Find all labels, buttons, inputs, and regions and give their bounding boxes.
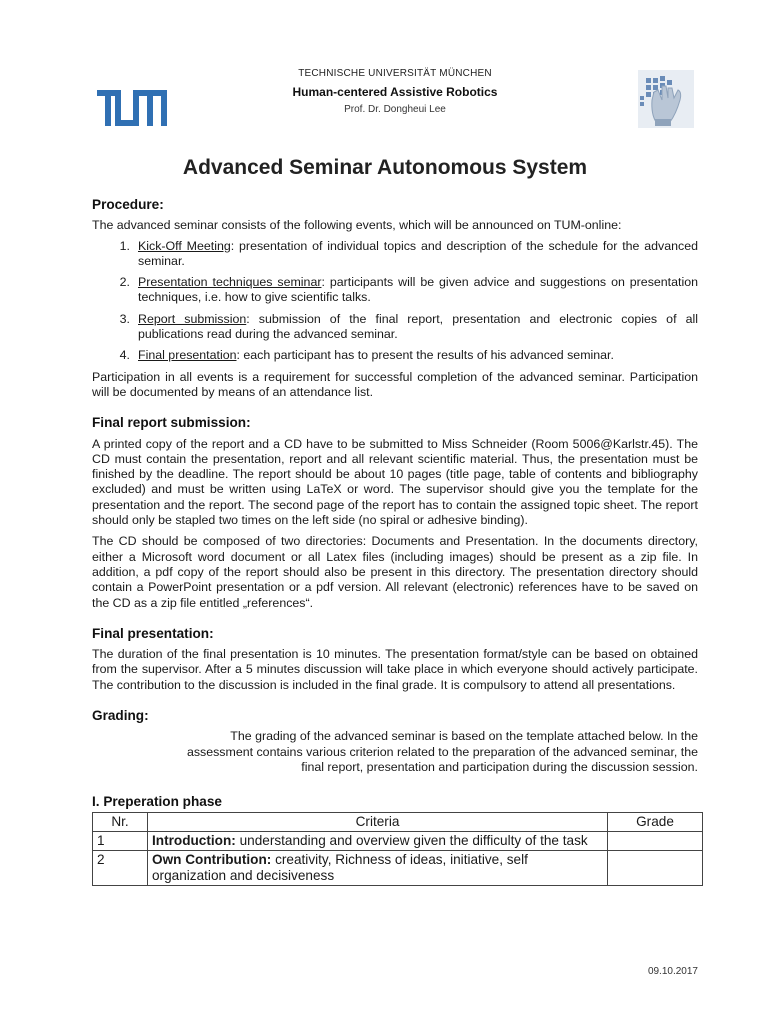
report-paragraph-1: A printed copy of the report and a CD have to be submitted to Miss Schneider (Room 5006@Karlstr.45). The CD must contain the presentation, report and all relevant scientific material. Thus, the presentation must be finished by the deadline. The report should be about 10 pages (title page, table of contents and bibliography excluded) and must be written using LaTeX or word. The supervisor should give you the template for the presentation and the report. The second page of the report has to contain the assigned topic sheet. The report should only be stapled two times on the left side (no spiral or adhesive binding).	[92, 436, 698, 528]
row-number: 1	[93, 831, 148, 850]
list-item	[92, 239, 698, 270]
column-header-criteria: Criteria	[148, 812, 608, 831]
row-criteria	[148, 850, 608, 885]
report-section	[92, 415, 698, 611]
list-item	[92, 275, 698, 306]
robot-hand-logo	[638, 70, 694, 128]
grading-line: The grading of the advanced seminar is based on the template attached below. In the	[230, 729, 698, 744]
row-criteria	[148, 831, 608, 850]
column-header-nr: Nr.	[93, 812, 148, 831]
chair-name: Human-centered Assistive Robotics	[292, 85, 498, 99]
event-description: : each participant has to present the results of his advanced seminar.	[236, 348, 614, 363]
table-row	[93, 850, 703, 885]
report-heading: Final report submission:	[92, 415, 251, 431]
preparation-phase-section	[92, 794, 698, 885]
list-item	[92, 312, 698, 343]
list-item-number: 4.	[119, 348, 130, 363]
grade-cell[interactable]	[608, 831, 703, 850]
row-number: 2	[93, 850, 148, 885]
preparation-heading: I. Preperation phase	[92, 794, 222, 810]
grading-section	[92, 708, 698, 775]
presentation-paragraph: The duration of the final presentation is 10 minutes. The presentation format/style can be based on obtained from the supervisor. After a 5 minutes discussion will take place in which everyone should actively participate. The contribution to the discussion is included in the final grade. It is compulsory to attend all presentations.	[92, 647, 698, 692]
list-item	[92, 348, 698, 363]
list-item-number: 2.	[119, 275, 130, 290]
procedure-section	[92, 197, 698, 400]
grade-cell[interactable]	[608, 850, 703, 885]
events-list	[92, 239, 698, 364]
event-term: Report submission	[138, 311, 247, 326]
procedure-outro: Participation in all events is a requirement for successful completion of the advanced seminar. Participation will be documented by means of an attendance list.	[92, 369, 698, 399]
column-header-grade: Grade	[608, 812, 703, 831]
event-description: : presentation of individual topics and description of the schedule for the advanced seminar.	[138, 238, 698, 268]
criteria-label: Introduction:	[152, 832, 236, 848]
document-body	[92, 197, 698, 886]
table-row	[93, 831, 703, 850]
document-title: Advanced Seminar Autonomous System	[182, 156, 588, 179]
table-header-row	[93, 812, 703, 831]
criteria-text: understanding and overview given the difficulty of the task	[235, 832, 588, 848]
university-name: TECHNISCHE UNIVERSITÄT MÜNCHEN	[298, 68, 492, 79]
event-term: Final presentation	[138, 348, 237, 363]
list-item-number: 1.	[119, 238, 130, 253]
event-term: Presentation techniques seminar	[138, 275, 322, 290]
grading-line: assessment contains various criterion related to the preparation of the advanced seminar, the	[186, 744, 698, 759]
criteria-label: Own Contribution:	[152, 851, 272, 867]
procedure-intro: The advanced seminar consists of the following events, which will be announced on TUM-online:	[92, 218, 622, 233]
event-description: : participants will be given advice and suggestions on presentation techniques, i.e. how to give scientific talks.	[138, 275, 698, 305]
grading-paragraph	[92, 729, 698, 775]
presentation-heading: Final presentation:	[92, 625, 214, 641]
criteria-text: creativity, Richness of ideas, initiative, self organization and decisiveness	[152, 851, 528, 883]
footer-date: 09.10.2017	[647, 966, 698, 977]
tum-logo	[97, 90, 167, 126]
list-item-number: 3.	[119, 311, 130, 326]
report-paragraph-2: The CD should be composed of two directories: Documents and Presentation. In the documents directory, either a Microsoft word document or all Latex files (including images) should be present as a zip file. In addition, a pdf copy of the report should also be present in this directory. The presentation directory should contain a PowerPoint presentation or a pdf version. All relevant (electronic) references have to be saved on the CD as a zip file entitled „references“.	[92, 534, 698, 610]
grading-heading: Grading:	[92, 708, 149, 724]
procedure-heading: Procedure:	[92, 197, 164, 212]
grading-table	[92, 812, 703, 886]
presentation-section	[92, 626, 698, 693]
event-term: Kick-Off Meeting	[138, 238, 231, 253]
grading-line: final report, presentation and participation during the discussion session.	[301, 759, 698, 774]
professor-name: Prof. Dr. Dongheui Lee	[344, 104, 446, 115]
page-header	[0, 0, 770, 140]
event-description: : submission of the final report, presentation and electronic copies of all publications read during the advanced seminar.	[138, 311, 698, 342]
